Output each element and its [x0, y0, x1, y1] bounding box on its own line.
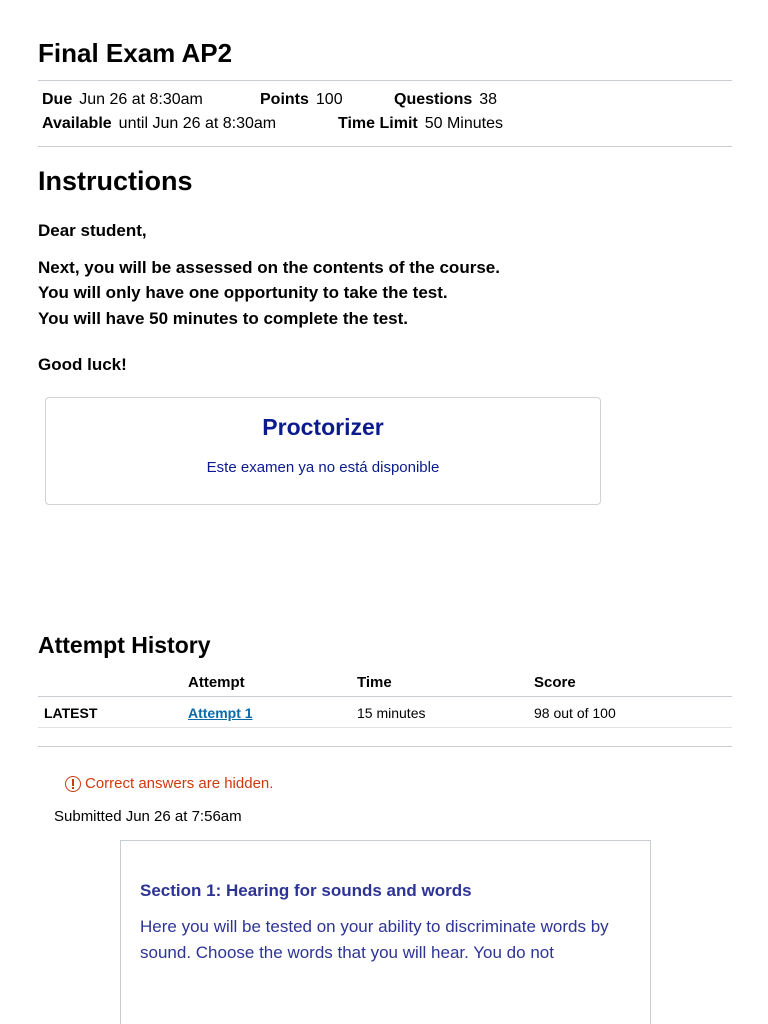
proctorizer-panel: [45, 397, 601, 505]
instructions-line: You will only have one opportunity to take the test.: [38, 283, 448, 302]
results-divider: [38, 746, 732, 747]
column-header-score: Score: [534, 674, 576, 691]
latest-tag: LATEST: [44, 705, 98, 721]
submitted-timestamp: Submitted Jun 26 at 7:56am: [54, 808, 242, 825]
quiz-meta-row-2: [42, 115, 503, 133]
column-header-attempt: Attempt: [188, 674, 245, 691]
due-value: Jun 26 at 8:30am: [79, 91, 203, 108]
page-title: Final Exam AP2: [38, 38, 233, 68]
table-header-divider: [38, 696, 732, 697]
available-info: [42, 115, 338, 133]
attempt-time: 15 minutes: [357, 705, 426, 721]
table-row-divider: [38, 727, 732, 728]
proctorizer-title: Proctorizer: [262, 414, 384, 440]
title-divider: [38, 80, 732, 81]
questions-info: [394, 91, 497, 109]
answers-hidden-text: Correct answers are hidden.: [85, 775, 274, 792]
points-info: [260, 91, 394, 109]
section-panel: [120, 840, 651, 1024]
section-description: Here you will be tested on your ability to discriminate words by sound. Choose the words that you will hear. You do not: [140, 917, 609, 962]
answers-hidden-notice: [65, 775, 273, 792]
time-limit-label: Time Limit: [338, 115, 418, 132]
available-label: Available: [42, 115, 112, 132]
quiz-meta-row-1: [42, 91, 497, 109]
attempt-link[interactable]: Attempt 1: [188, 705, 253, 721]
questions-value: 38: [479, 91, 498, 108]
attempt-history-heading: Attempt History: [38, 632, 211, 658]
available-value: until Jun 26 at 8:30am: [118, 115, 277, 132]
points-label: Points: [260, 91, 309, 108]
section-title: Section 1: Hearing for sounds and words: [140, 881, 472, 900]
time-limit-info: [338, 115, 503, 133]
instructions-greeting: Dear student,: [38, 221, 147, 240]
questions-label: Questions: [394, 91, 473, 108]
instructions-heading: Instructions: [38, 166, 193, 196]
due-label: Due: [42, 91, 73, 108]
meta-divider: [38, 146, 732, 147]
warning-circle-icon: [65, 776, 81, 792]
instructions-closing: Good luck!: [38, 355, 127, 374]
points-value: 100: [315, 91, 343, 108]
instructions-line: You will have 50 minutes to complete the test.: [38, 309, 408, 328]
attempt-score: 98 out of 100: [534, 705, 616, 721]
instructions-line: Next, you will be assessed on the contents of the course.: [38, 258, 500, 277]
due-info: [42, 91, 260, 109]
column-header-time: Time: [357, 674, 392, 691]
time-limit-value: 50 Minutes: [424, 115, 503, 132]
proctorizer-message: Este examen ya no está disponible: [206, 459, 440, 476]
